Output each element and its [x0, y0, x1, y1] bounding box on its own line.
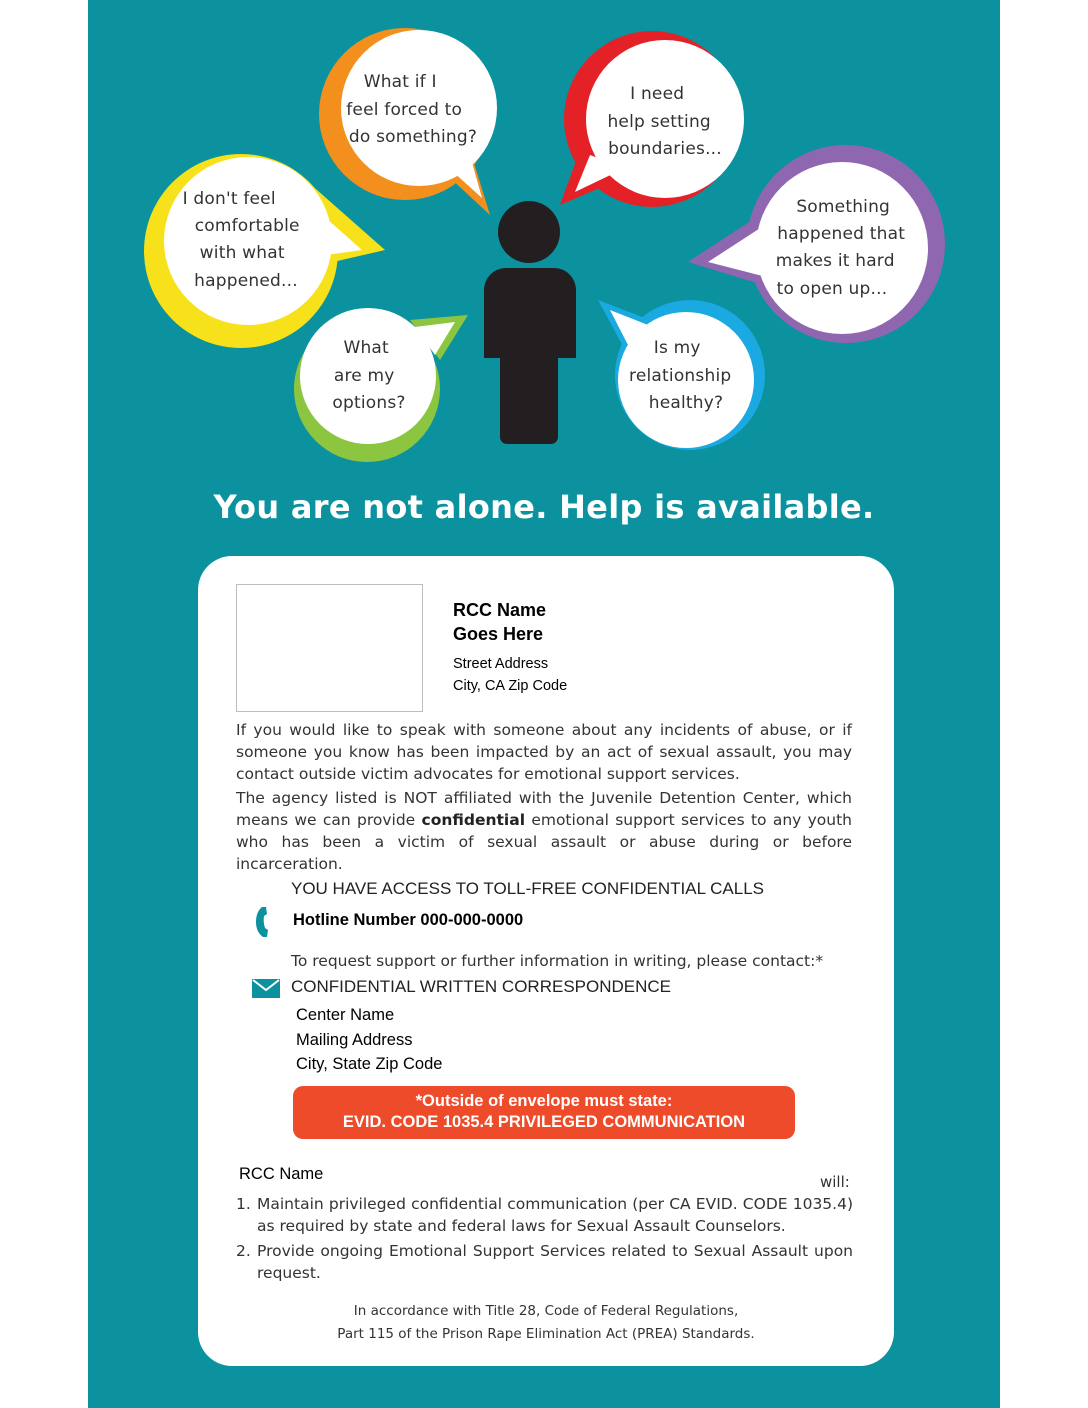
written-correspondence-heading: CONFIDENTIAL WRITTEN CORRESPONDENCE [291, 977, 672, 996]
city-state-zip: City, State Zip Code [296, 1055, 443, 1073]
rcc-name: RCC Name [239, 1165, 324, 1183]
bubble-text-boundaries: I need help setting boundaries... [607, 84, 722, 159]
rcc-title [453, 598, 546, 646]
list-item [236, 1193, 856, 1239]
rcc-address [453, 653, 567, 697]
list-text: Maintain privileged confidential communication (per CA EVID. CODE 1035.4) as required by state and federal laws for Sexual Assault Counselors. [257, 1195, 853, 1235]
will-label: will: [820, 1173, 850, 1191]
list-number: 1. [236, 1195, 251, 1213]
person-icon [484, 201, 576, 444]
bubble-text-open-up: Something happened that makes it hard to open up... [775, 197, 906, 299]
notice-line2: EVID. CODE 1035.4 PRIVILEGED COMMUNICATION [342, 1113, 746, 1131]
rcc-title-line2: Goes Here [453, 624, 544, 644]
bubble-text-forced: What if I feel forced to do something? [346, 72, 478, 147]
affiliation-text-start: The agency listed is NOT affiliated with the Juvenile Detention Center, which means we can provide [236, 789, 852, 829]
bubble-text-relationship: Is my relationship healthy? [629, 338, 732, 413]
logo-placeholder [236, 584, 423, 712]
notice-line1: *Outside of envelope must state: [415, 1092, 673, 1110]
request-text: To request support or further information in writing, please contact:* [291, 952, 824, 970]
bubble-text-options: What are my options? [332, 338, 406, 413]
footer-line2: Part 115 of the Prison Rape Elimination Act (PREA) Standards. [337, 1326, 755, 1342]
bubble-text-comfortable: I don't feel comfortable with what happened... [182, 189, 300, 291]
center-name: Center Name [296, 1006, 395, 1024]
mailing-address: Mailing Address [296, 1030, 413, 1049]
list-item [236, 1240, 856, 1286]
speech-bubble-options [294, 308, 468, 462]
speech-bubbles-illustration [0, 0, 1088, 480]
mailing-block [296, 1003, 442, 1077]
affiliation-paragraph [236, 787, 852, 875]
speech-bubble-boundaries [560, 31, 744, 207]
rcc-title-line1: RCC Name [453, 600, 547, 620]
envelope-notice-banner [293, 1086, 795, 1139]
info-card [198, 556, 894, 1366]
list-text: Provide ongoing Emotional Support Services related to Sexual Assault upon request. [257, 1242, 853, 1282]
intro-paragraph: If you would like to speak with someone about any incidents of abuse, or if someone you know has been impacted by an act of sexual assault, you may contact outside victim advocates for emotional support services. [236, 721, 852, 783]
footer-line1: In accordance with Title 28, Code of Federal Regulations, [353, 1303, 739, 1319]
toll-free-heading: YOU HAVE ACCESS TO TOLL-FREE CONFIDENTIAL CALLS [291, 879, 764, 898]
street-address: Street Address [453, 656, 549, 672]
footer-note [198, 1300, 894, 1346]
envelope-icon [252, 977, 280, 999]
headline: You are not alone. Help is available. [213, 488, 875, 526]
speech-bubble-relationship [598, 300, 765, 450]
speech-bubble-forced [319, 28, 497, 215]
affiliation-text-end: emotional support services to any youth who has been a victim of sexual assault or abuse during or before incarceration. [236, 811, 852, 873]
list-number: 2. [236, 1242, 251, 1260]
hotline-number[interactable]: Hotline Number 000-000-0000 [293, 911, 524, 929]
phone-icon [254, 905, 280, 939]
city-zip: City, CA Zip Code [453, 678, 568, 694]
confidential-emphasis: confidential [421, 811, 526, 829]
